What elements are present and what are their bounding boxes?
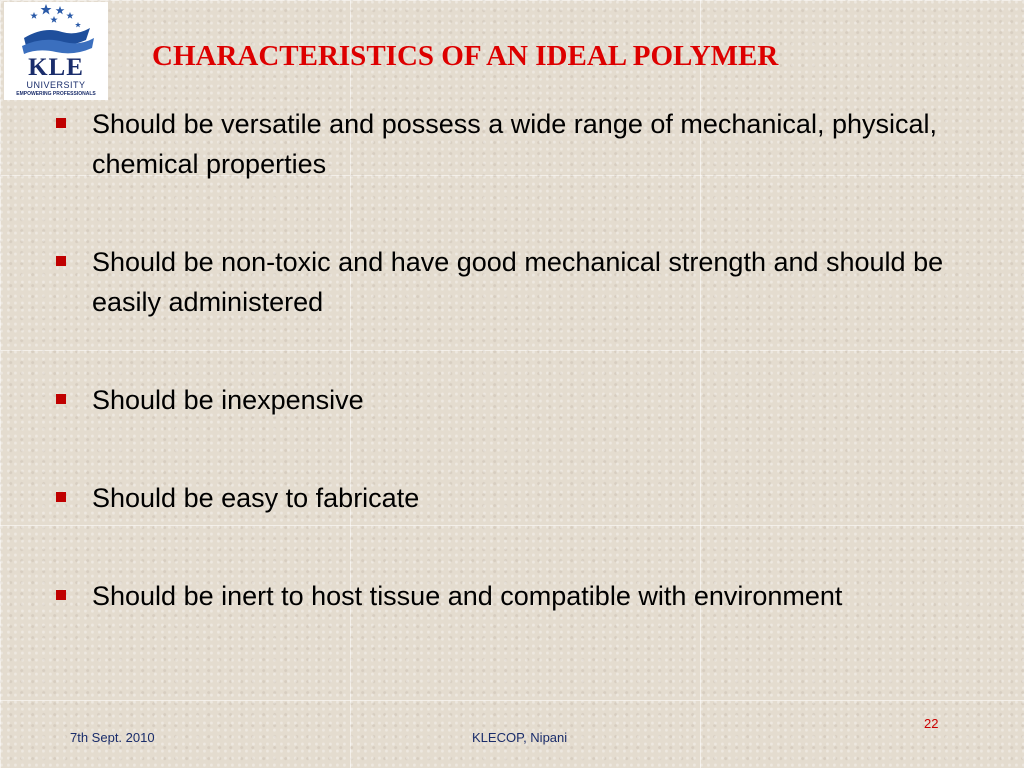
- footer-date: 7th Sept. 2010: [70, 730, 155, 745]
- square-bullet-icon: [56, 492, 66, 502]
- footer-institution: KLECOP, Nipani: [472, 730, 568, 745]
- slide-number: 22: [924, 716, 939, 731]
- bullet-text: Should be inexpensive: [92, 385, 364, 415]
- slide-title: CHARACTERISTICS OF AN IDEAL POLYMER: [152, 40, 779, 72]
- bullet-text: Should be easy to fabricate: [92, 483, 420, 513]
- bullet-text: Should be versatile and possess a wide range of mechanical, physical, chemical properties: [92, 109, 937, 179]
- logo-tagline: EMPOWERING PROFESSIONALS: [16, 91, 96, 97]
- square-bullet-icon: [56, 256, 66, 266]
- bullet-item: [56, 104, 956, 184]
- kle-university-logo: [4, 2, 108, 100]
- logo-name: KLE: [28, 54, 84, 81]
- bullet-text: Should be non-toxic and have good mechanical strength and should be easily administered: [92, 247, 944, 317]
- square-bullet-icon: [56, 118, 66, 128]
- bullet-item: [56, 576, 842, 616]
- logo-subtitle: UNIVERSITY: [26, 80, 86, 90]
- logo-emblem-icon: [4, 2, 108, 58]
- bullet-item: [56, 478, 419, 518]
- bullet-item: [56, 242, 956, 322]
- bullet-text: Should be inert to host tissue and compatible with environment: [92, 581, 843, 611]
- square-bullet-icon: [56, 590, 66, 600]
- square-bullet-icon: [56, 394, 66, 404]
- bullet-item: [56, 380, 364, 420]
